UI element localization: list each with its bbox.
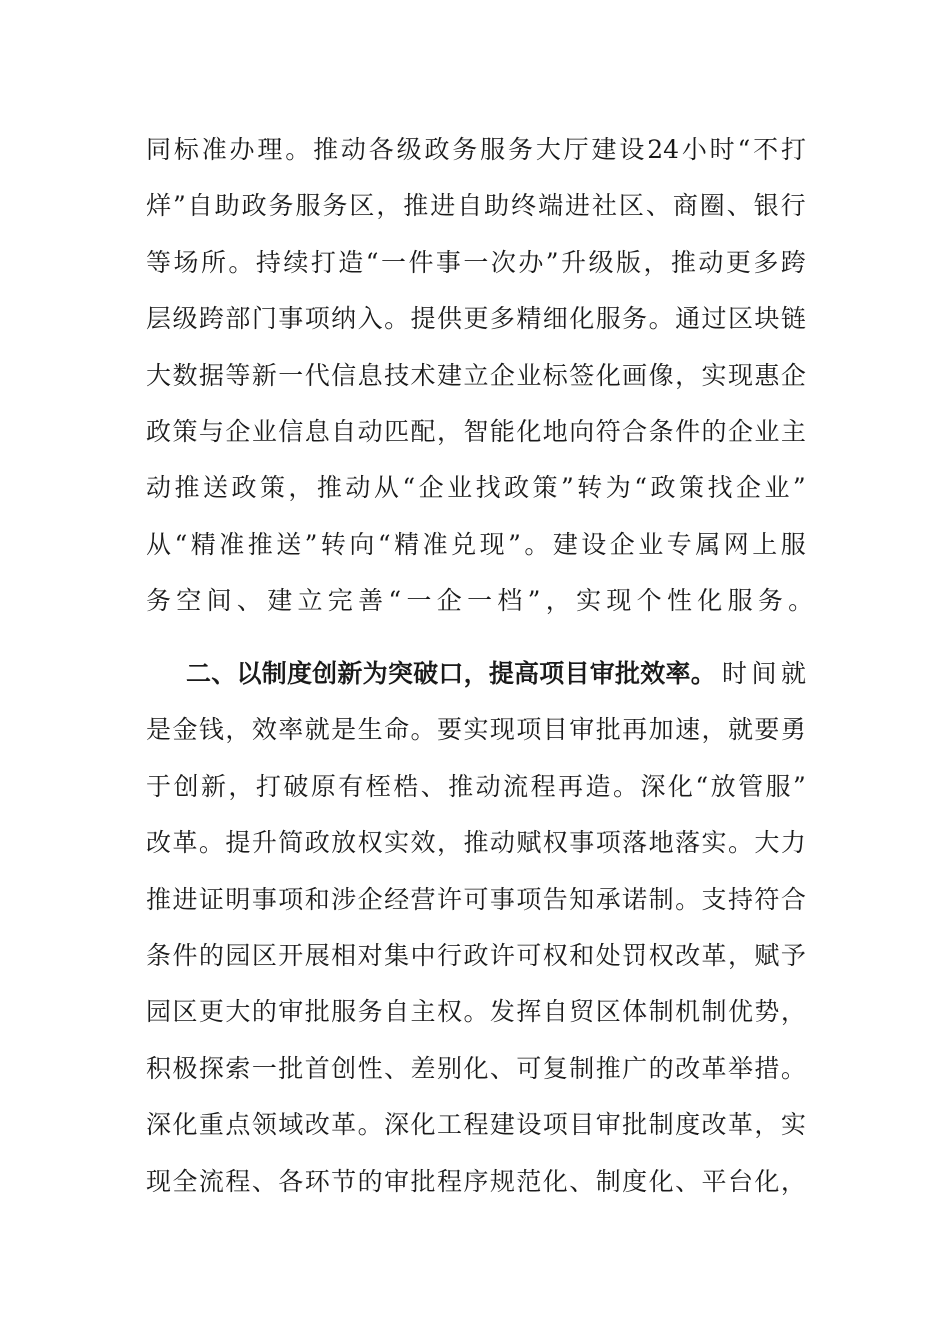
section-heading-tail: 时 间 就: [722, 659, 806, 688]
text-line: 积 极 探 索 一 批 首 创 性 、 差 别 化 、 可 复 制 推 广 的 改 革 举 措 。: [146, 1053, 806, 1083]
text-line: 推 进 证 明 事 项 和 涉 企 经 营 许 可 事 项 告 知 承 诺 制 。 支 持 符 合: [146, 884, 806, 914]
text-line: 条 件 的 园 区 开 展 相 对 集 中 行 政 许 可 权 和 处 罚 权 改 革 ， 赋 予: [146, 940, 806, 970]
section-2: [146, 646, 806, 1210]
text-line: 深 化 重 点 领 域 改 革 。 深 化 工 程 建 设 项 目 审 批 制 度 改 革 ， 实: [146, 1110, 806, 1140]
section-heading-line: [146, 646, 806, 702]
text-line: 烊 ” 自 助 政 务 服 务 区 ， 推 进 自 助 终 端 进 社 区 、 商 圈 、 银 行: [146, 191, 806, 221]
text-line: 等 场 所 。 持 续 打 造 “ 一 件 事 一 次 办 ” 升 级 版 ， 推 动 更 多 跨: [146, 247, 806, 277]
text-line: 现 全 流 程 、 各 环 节 的 审 批 程 序 规 范 化 、 制 度 化 、 平 台 化 ，: [146, 1166, 806, 1196]
text-line: 于 创 新 ， 打 破 原 有 桎 梏 、 推 动 流 程 再 造 。 深 化 “ 放 管 服 ”: [146, 771, 806, 801]
text-line: 同 标 准 办 理 。 推 动 各 级 政 务 服 务 大 厅 建 设 24 小 时 “ 不 打: [146, 135, 806, 164]
text-line: 是 金 钱 ， 效 率 就 是 生 命 。 要 实 现 项 目 审 批 再 加 速 ， 就 要 勇: [146, 715, 806, 745]
text-line: 改 革 。 提 升 简 政 放 权 实 效 ， 推 动 赋 权 事 项 落 地 落 实 。 大 力: [146, 828, 806, 858]
paragraph-1: [146, 122, 819, 630]
text-line: 政 策 与 企 业 信 息 自 动 匹 配 ， 智 能 化 地 向 符 合 条 件 的 企 业 主: [146, 416, 806, 446]
text-line: 动 推 送 政 策 ， 推 动 从 “ 企 业 找 政 策 ” 转 为 “ 政 策 找 企 业 ”: [146, 473, 806, 503]
text-line: 从 “ 精 准 推 送 ” 转 向 “ 精 准 兑 现 ” 。 建 设 企 业 专 属 网 上 服: [146, 529, 806, 559]
text-line: 层 级 跨 部 门 事 项 纳 入 。 提 供 更 多 精 细 化 服 务 。 通 过 区 块 链: [146, 304, 806, 334]
text-line: 务空间、建立完善“一企一档”，实现个性化服务。: [146, 586, 819, 616]
section-heading: 二 、 以 制 度 创 新 为 突 破 口 ， 提 高 项 目 审 批 效 率 。: [186, 659, 716, 688]
text-line: 大 数 据 等 新 一 代 信 息 技 术 建 立 企 业 标 签 化 画 像 ， 实 现 惠 企: [146, 360, 806, 390]
text-line: 园 区 更 大 的 审 批 服 务 自 主 权 。 发 挥 自 贸 区 体 制 机 制 优 势 ，: [146, 997, 806, 1027]
